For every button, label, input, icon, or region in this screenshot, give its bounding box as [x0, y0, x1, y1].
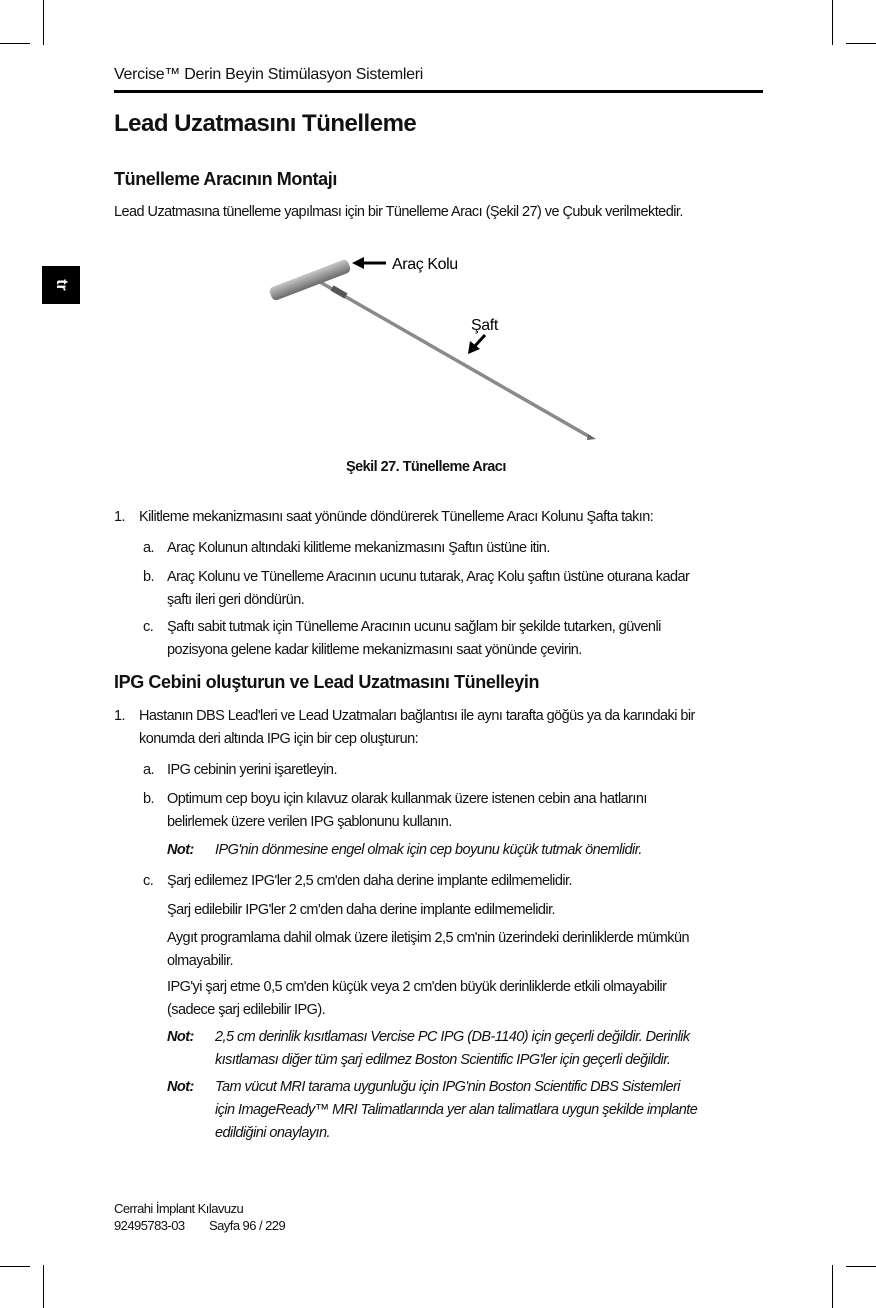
intro-text: Lead Uzatmasına tünelleme yapılması için bir Tünelleme Aracı (Şekil 27) ve Çubuk verilmektedir. [114, 204, 683, 220]
crop-mark [0, 43, 30, 44]
shaft-label: Şaft [471, 317, 498, 334]
shaft-tip [587, 434, 596, 440]
substep-letter: a. [143, 540, 154, 556]
tunneling-tool-figure [240, 240, 620, 460]
crop-mark [0, 1266, 30, 1267]
footer-page-number: Sayfa 96 / 229 [209, 1218, 286, 1233]
page-title: Lead Uzatmasını Tünelleme [114, 110, 417, 137]
locking-mechanism [332, 288, 346, 296]
note-text: 2,5 cm derinlik kısıtlaması Vercise PC IPG (DB-1140) için geçerli değildir. Derinlik kısıtlaması diğer tüm şarj edilmez Boston Scientific IPG'ler için geçerli değildir. [215, 1029, 690, 1068]
crop-mark [846, 43, 876, 44]
footer-doc-number: 92495783-03 [114, 1218, 185, 1233]
language-tab-label: tr [53, 279, 70, 291]
substep-letter: b. [143, 791, 154, 807]
arrow-icon [352, 257, 386, 269]
step-number: 1. [114, 708, 125, 724]
section-heading: Tünelleme Aracının Montajı [114, 169, 337, 189]
note-label: Not: [167, 842, 194, 858]
figure-caption: Şekil 27. Tünelleme Aracı [346, 459, 506, 475]
substep-letter: b. [143, 569, 154, 585]
substep-text: IPG'yi şarj etme 0,5 cm'den küçük veya 2 cm'den büyük derinliklerde etkili olmayabilir (sadece şarj edilebilir IPG). [167, 979, 667, 1018]
note-text: IPG'nin dönmesine engel olmak için cep boyunu küçük tutmak önemlidir. [215, 842, 642, 858]
substep-text: IPG cebinin yerini işaretleyin. [167, 762, 337, 778]
step-text: Kilitleme mekanizmasını saat yönünde döndürerek Tünelleme Aracı Kolunu Şafta takın: [139, 509, 654, 525]
shaft [320, 282, 590, 437]
substep-text: Şaftı sabit tutmak için Tünelleme Aracının ucunu sağlam bir şekilde tutarken, güvenli pozisyona gelene kadar kilitleme mekanizmasını saat yönünde çevirin. [167, 619, 661, 658]
note-label: Not: [167, 1029, 194, 1045]
crop-mark [832, 0, 833, 45]
substep-text: Araç Kolunu ve Tünelleme Aracının ucunu tutarak, Araç Kolu şaftın üstüne oturana kadar şaftı ileri geri döndürün. [167, 569, 690, 608]
substep-text: Şarj edilemez IPG'ler 2,5 cm'den daha derine implante edilmemelidir. [167, 873, 572, 889]
header-rule [114, 90, 763, 93]
step-text: Hastanın DBS Lead'leri ve Lead Uzatmaları bağlantısı ile aynı tarafta göğüs ya da karındaki bir konumda deri altında IPG için bir cep oluşturun: [139, 708, 695, 747]
running-header: Vercise™ Derin Beyin Stimülasyon Sistemleri [114, 66, 423, 83]
substep-text: Araç Kolunun altındaki kilitleme mekanizmasını Şaftın üstüne itin. [167, 540, 550, 556]
substep-letter: c. [143, 619, 154, 635]
substep-text: Şarj edilebilir IPG'ler 2 cm'den daha derine implante edilmemelidir. [167, 902, 556, 918]
crop-mark [43, 0, 44, 45]
substep-letter: a. [143, 762, 154, 778]
section-heading: IPG Cebini oluşturun ve Lead Uzatmasını Tünelleyin [114, 672, 540, 692]
substep-text: Optimum cep boyu için kılavuz olarak kullanmak üzere istenen cebin ana hatlarını belirlemek üzere verilen IPG şablonunu kullanın. [167, 791, 647, 830]
note-text: Tam vücut MRI tarama uygunluğu için IPG'nin Boston Scientific DBS Sistemleri için ImageReady™ MRI Talimatlarında yer alan talimatlara uygun şekilde implante edildiğini onaylayın. [215, 1079, 698, 1141]
arrow-icon [468, 335, 485, 354]
step-number: 1. [114, 509, 125, 525]
note-label: Not: [167, 1079, 194, 1095]
substep-text: Aygıt programlama dahil olmak üzere iletişim 2,5 cm'nin üzerindeki derinliklerde mümkün olmayabilir. [167, 930, 690, 969]
crop-mark [43, 1265, 44, 1308]
language-tab [42, 266, 80, 304]
substep-letter: c. [143, 873, 154, 889]
handle-label: Araç Kolu [392, 256, 458, 273]
footer-doc-title: Cerrahi İmplant Kılavuzu [114, 1201, 244, 1216]
crop-mark [832, 1265, 833, 1308]
crop-mark [846, 1266, 876, 1267]
